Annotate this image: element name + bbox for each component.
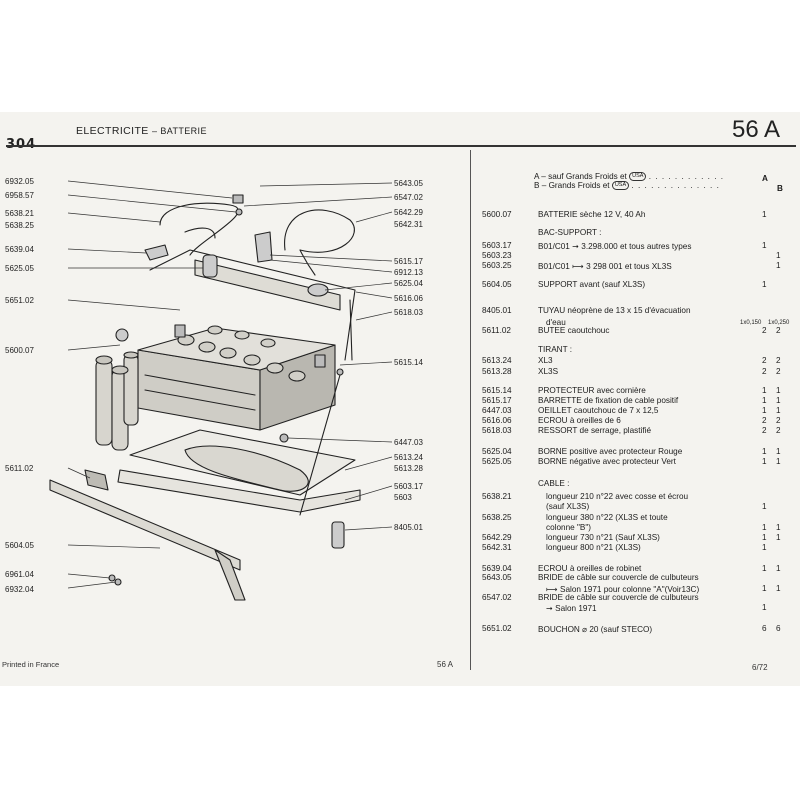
qty-column-a: 2 xyxy=(762,426,767,435)
callout-5639-04: 5639.04 xyxy=(5,245,34,254)
qty-column-a: 2 xyxy=(762,416,767,425)
qty-column-b: 2 xyxy=(776,416,781,425)
part-ref: 6447.03 xyxy=(482,406,512,415)
part-description: longueur 210 n°22 avec cosse et écrou xyxy=(546,492,689,501)
callout-5600-07: 5600.07 xyxy=(5,346,34,355)
qty-column-b: 6 xyxy=(776,624,781,633)
part-description: BATTERIE sèche 12 V, 40 Ah xyxy=(538,210,646,219)
part-description: longueur 380 n°22 (XL3S et toute xyxy=(546,513,668,522)
qty-column-b: 1 xyxy=(776,447,781,456)
part-description: OEILLET caoutchouc de 7 x 12,5 xyxy=(538,406,659,415)
part-description: ➞ Salon 1971 xyxy=(546,604,597,613)
part-description: BOUCHON ⌀ 20 (sauf STECO) xyxy=(538,625,653,634)
section-title-main: ELECTRICITE xyxy=(76,125,149,137)
qty-column-b: 2 xyxy=(776,426,781,435)
callout-6912-13: 6912.13 xyxy=(394,268,423,277)
part-description: ⟼ Salon 1971 pour colonne "A"(Voir13C) xyxy=(546,585,700,594)
callout-6447-03: 6447.03 xyxy=(394,438,423,447)
callout-5603-17: 5603.17 xyxy=(394,482,423,491)
qty-column-a: 1 xyxy=(762,533,767,542)
qty-column-a: 1 xyxy=(762,523,767,532)
qty-column-a: 2 xyxy=(762,326,767,335)
part-ref: 5638.21 xyxy=(482,492,512,501)
part-ref: 5600.07 xyxy=(482,210,512,219)
part-ref: 5639.04 xyxy=(482,564,512,573)
part-description: longueur 730 n°21 (Sauf XL3S) xyxy=(546,533,660,542)
legend-a-code: A xyxy=(762,174,768,183)
part-description: TIRANT : xyxy=(538,345,572,354)
part-description: XL3S xyxy=(538,367,559,376)
qty-column-a: 6 xyxy=(762,624,767,633)
part-description: longueur 800 n°21 (XL3S) xyxy=(546,543,641,552)
usa-badge: USA xyxy=(629,172,646,181)
part-description: ECROU à oreilles de robinet xyxy=(538,564,642,573)
part-description: d'eau xyxy=(546,318,566,327)
callout-5618-03: 5618.03 xyxy=(394,308,423,317)
part-ref: 5651.02 xyxy=(482,624,512,633)
legend-a: A – sauf Grands Froids et USA . . . . . . . . . . . . xyxy=(534,172,725,181)
callout-6958-57: 6958.57 xyxy=(5,191,34,200)
qty-column-b: 1 xyxy=(776,396,781,405)
legend-b: B – Grands Froids et USA . . . . . . . . . . . . . . xyxy=(534,181,720,190)
part-ref: 5603.17 xyxy=(482,241,512,250)
callout-5638-25: 5638.25 xyxy=(5,221,34,230)
part-ref: 5615.17 xyxy=(482,396,512,405)
callout-5638-21: 5638.21 xyxy=(5,209,34,218)
qty-column-b: 1 xyxy=(776,251,781,260)
part-ref: 5616.06 xyxy=(482,416,512,425)
callout-5603: 5603 xyxy=(394,493,412,502)
part-description: SUPPORT avant (sauf XL3S) xyxy=(538,280,646,289)
part-ref: 5642.29 xyxy=(482,533,512,542)
callout-6547-02: 6547.02 xyxy=(394,193,423,202)
section-title: ELECTRICITE – BATTERIE xyxy=(76,125,207,137)
qty-column-b: 1 xyxy=(776,584,781,593)
qty-column-a: 1 xyxy=(762,447,767,456)
part-ref: 5618.03 xyxy=(482,426,512,435)
part-ref: 5625.04 xyxy=(482,447,512,456)
print-date: 6/72 xyxy=(752,663,768,672)
part-description: PROTECTEUR avec cornière xyxy=(538,386,646,395)
callout-5642-31: 5642.31 xyxy=(394,220,423,229)
part-description: B01/C01 ➞ 3.298.000 et tous autres types xyxy=(538,242,692,251)
part-description: BARRETTE de fixation de cable positif xyxy=(538,396,679,405)
part-description: BORNE négative avec protecteur Vert xyxy=(538,457,676,466)
part-ref: 5611.02 xyxy=(482,326,511,335)
part-ref: 5603.23 xyxy=(482,251,512,260)
part-description: B01/C01 ⟼ 3 298 001 et tous XL3S xyxy=(538,262,672,271)
qty-column-a: 2 xyxy=(762,367,767,376)
part-description: BUTEE caoutchouc xyxy=(538,326,610,335)
qty-column-a: 1x0,150 xyxy=(740,320,762,326)
qty-column-a: 1 xyxy=(762,280,767,289)
callout-6932-04: 6932.04 xyxy=(5,585,34,594)
part-ref: 5603.25 xyxy=(482,261,512,270)
part-ref: 5643.05 xyxy=(482,573,512,582)
qty-column-a: 1 xyxy=(762,584,767,593)
callout-5613-28: 5613.28 xyxy=(394,464,423,473)
part-ref: 8405.01 xyxy=(482,306,512,315)
callout-5615-14: 5615.14 xyxy=(394,358,423,367)
qty-column-a: 1 xyxy=(762,603,767,612)
printed-in: Printed in France xyxy=(2,660,60,669)
qty-column-b: 1 xyxy=(776,261,781,270)
qty-column-a: 2 xyxy=(762,356,767,365)
footer-page-code: 56 A xyxy=(437,660,454,669)
qty-column-a: 1 xyxy=(762,406,767,415)
qty-column-b: 1 xyxy=(776,386,781,395)
callout-5611-02: 5611.02 xyxy=(5,464,34,473)
callout-5642-29: 5642.29 xyxy=(394,208,423,217)
part-ref: 5613.28 xyxy=(482,367,512,376)
header-rule xyxy=(6,145,796,147)
qty-column-a: 1 xyxy=(762,396,767,405)
qty-column-b: 1 xyxy=(776,564,781,573)
part-description: CABLE : xyxy=(538,479,570,488)
page-code: 56 A xyxy=(732,116,781,143)
qty-column-b: 2 xyxy=(776,326,781,335)
legend-a-text: A – sauf Grands Froids et xyxy=(534,172,627,181)
callout-5615-17: 5615.17 xyxy=(394,257,423,266)
part-description: colonne "B") xyxy=(546,523,591,532)
legend-b-code: B xyxy=(777,184,783,193)
callout-6961-04: 6961.04 xyxy=(5,570,34,579)
qty-column-b: 1x0,250 xyxy=(768,320,790,326)
part-description: BRIDE de câble sur couvercle de culbuteurs xyxy=(538,593,699,602)
part-ref: 6547.02 xyxy=(482,593,512,602)
callout-5651-02: 5651.02 xyxy=(5,296,34,305)
qty-column-a: 1 xyxy=(762,241,767,250)
legend-b-text: B – Grands Froids et xyxy=(534,181,610,190)
qty-column-b: 2 xyxy=(776,356,781,365)
section-title-sub: BATTERIE xyxy=(160,126,207,136)
column-rule xyxy=(470,150,471,670)
part-description: XL3 xyxy=(538,356,553,365)
callout-5616-06: 5616.06 xyxy=(394,294,423,303)
part-description: RESSORT de serrage, plastifié xyxy=(538,426,652,435)
usa-badge: USA xyxy=(612,181,629,190)
part-ref: 5613.24 xyxy=(482,356,512,365)
qty-column-a: 1 xyxy=(762,564,767,573)
qty-column-b: 1 xyxy=(776,523,781,532)
callout-5604-05: 5604.05 xyxy=(5,541,34,550)
part-ref: 5615.14 xyxy=(482,386,512,395)
part-ref: 5642.31 xyxy=(482,543,512,552)
callout-5643-05: 5643.05 xyxy=(394,179,423,188)
part-ref: 5638.25 xyxy=(482,513,512,522)
part-ref: 5604.05 xyxy=(482,280,512,289)
qty-column-b: 1 xyxy=(776,457,781,466)
qty-column-b: 1 xyxy=(776,406,781,415)
qty-column-a: 1 xyxy=(762,210,767,219)
qty-column-a: 1 xyxy=(762,543,767,552)
part-description: TUYAU néoprène de 13 x 15 d'évacuation xyxy=(538,306,691,315)
qty-column-a: 1 xyxy=(762,457,767,466)
part-description: BORNE positive avec protecteur Rouge xyxy=(538,447,683,456)
callout-5613-24: 5613.24 xyxy=(394,453,423,462)
qty-column-b: 1 xyxy=(776,533,781,542)
callout-5625-04: 5625.04 xyxy=(394,279,423,288)
callout-5625-05: 5625.05 xyxy=(5,264,34,273)
callout-6932-05: 6932.05 xyxy=(5,177,34,186)
part-description: ECROU à oreilles de 6 xyxy=(538,416,621,425)
part-description: BAC-SUPPORT : xyxy=(538,228,602,237)
qty-column-a: 1 xyxy=(762,502,767,511)
callout-8405-01: 8405.01 xyxy=(394,523,423,532)
part-description: BRIDE de câble sur couvercle de culbuteurs xyxy=(538,573,699,582)
qty-column-b: 2 xyxy=(776,367,781,376)
qty-column-a: 1 xyxy=(762,386,767,395)
part-ref: 5625.05 xyxy=(482,457,512,466)
part-description: (sauf XL3S) xyxy=(546,502,590,511)
